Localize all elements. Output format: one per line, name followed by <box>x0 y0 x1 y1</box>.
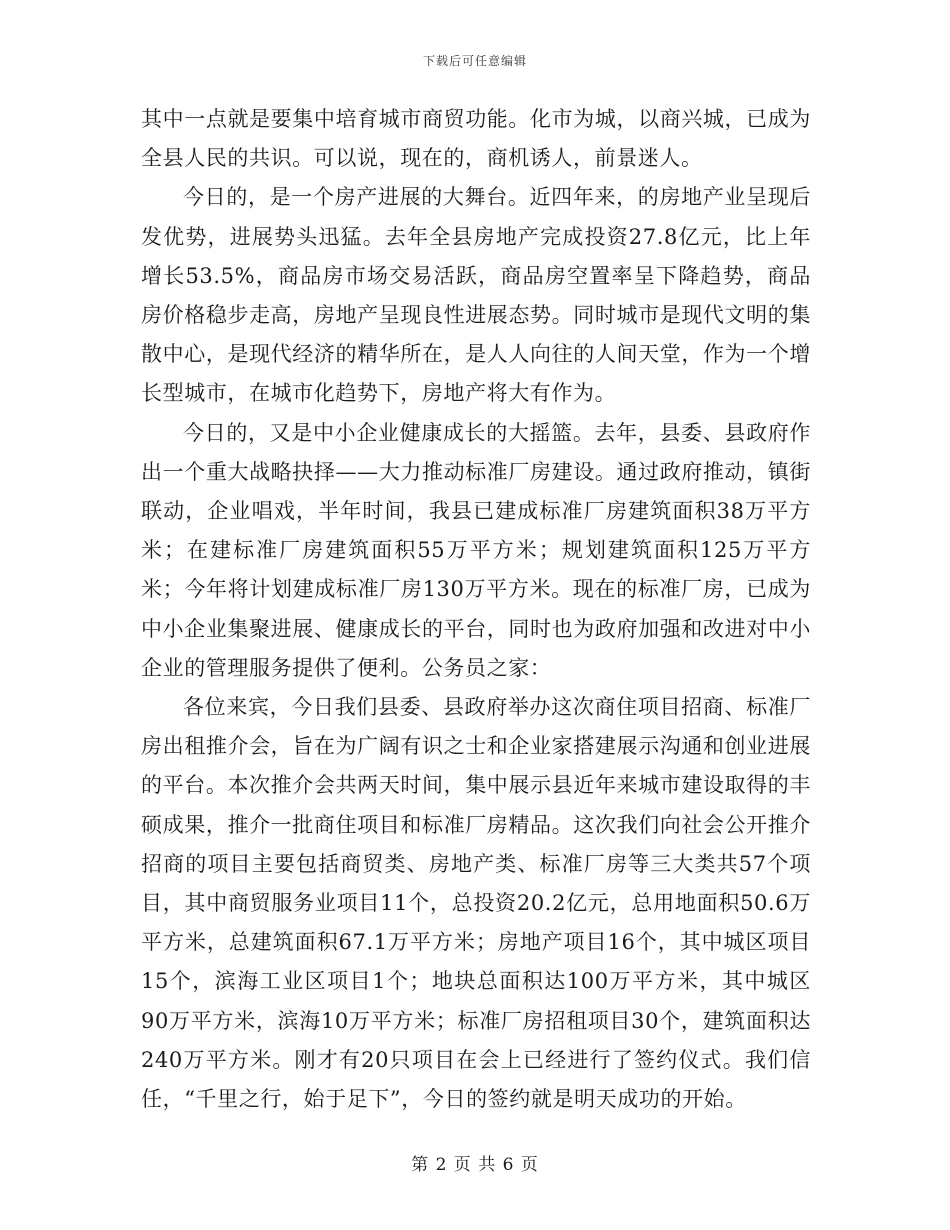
paragraph-4: 各位来宾，今日我们县委、县政府举办这次商住项目招商、标准厂房出租推介会，旨在为广阔有识之士和企业家搭建展示沟通和创业进展的平台。本次推介会共两天时间，集中展示县近年来城市建设取得的丰硕成果，推介一批商住项目和标准厂房精品。这次我们向社会公开推介招商的项目主要包括商贸类、房地产类、标准厂房等三大类共57个项目，其中商贸服务业项目11个，总投资20.2亿元，总用地面积50.6万平方米，总建筑面积67.1万平方米；房地产项目16个，其中城区项目15个，滨海工业区项目1个；地块总面积达100万平方米，其中城区90万平方米，滨海10万平方米；标准厂房招租项目30个，建筑面积达240万平方米。刚才有20只项目在会上已经进行了签约仪式。我们信任，“千里之行，始于足下”，今日的签约就是明天成功的开始。 <box>141 695 811 1112</box>
paragraph-2: 今日的，是一个房产进展的大舞台。近四年来，的房地产业呈现后发优势，进展势头迅猛。去年全县房地产完成投资27.8亿元，比上年增长53.5%，商品房市场交易活跃，商品房空置率呈下降趋势，商品房价格稳步走高，房地产呈现良性进展态势。同时城市是现代文明的集散中心，是现代经济的精华所在，是人人向往的人间天堂，作为一个增长型城市，在城市化趋势下，房地产将大有作为。 <box>141 185 811 406</box>
page-header-note: 下载后可任意编辑 <box>422 54 527 68</box>
page-number: 第 2 页 共 6 页 <box>411 1155 539 1175</box>
paragraph-1: 其中一点就是要集中培育城市商贸功能。化市为城，以商兴城，已成为全县人民的共识。可以说，现在的，商机诱人，前景迷人。 <box>141 107 811 171</box>
paragraph-3: 今日的，又是中小企业健康成长的大摇篮。去年，县委、县政府作出一个重大战略抉择——大力推动标准厂房建设。通过政府推动，镇街联动，企业唱戏，半年时间，我县已建成标准厂房建筑面积38万平方米；在建标准厂房建筑面积55万平方米；规划建筑面积125万平方米；今年将计划建成标准厂房130万平方米。现在的标准厂房，已成为中小企业集聚进展、健康成长的平台，同时也为政府加强和改进对中小企业的管理服务提供了便利。公务员之家： <box>141 420 811 680</box>
document-body <box>141 100 811 1119</box>
